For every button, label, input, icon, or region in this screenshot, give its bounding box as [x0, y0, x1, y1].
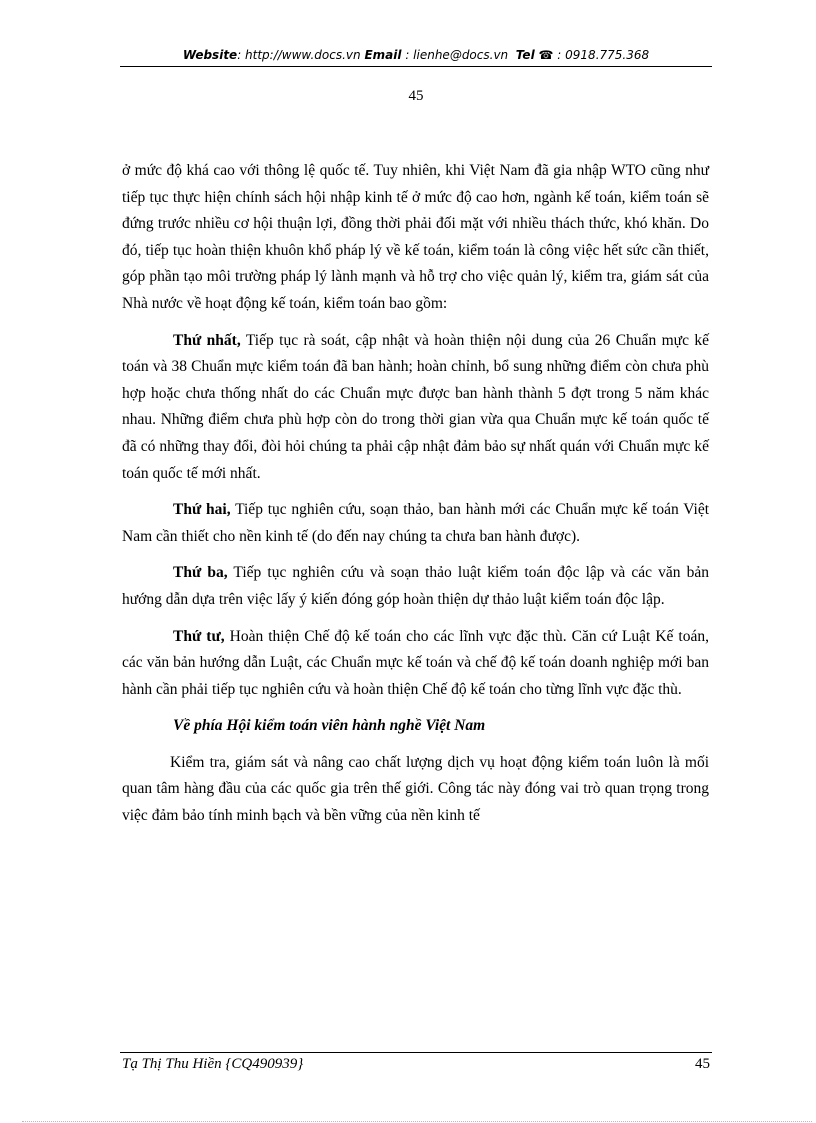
section-heading: Về phía Hội kiểm toán viên hành nghề Việt Nam — [173, 717, 486, 735]
footer-rule — [120, 1052, 712, 1053]
paragraph-third-point — [122, 560, 709, 613]
fourth-point-lead: Thứ tư, — [173, 627, 225, 645]
fourth-point-text: Hoàn thiện Chế độ kế toán cho các lĩnh vực đặc thù. Căn cứ Luật Kế toán, các văn bản hướng dẫn Luật, các Chuẩn mực kế toán và chế độ kế toán doanh nghiệp mới ban hành cần phải tiếp tục nghiên cứu và hoàn thiện Chế độ kế toán cho từng lĩnh vực đặc thù. — [122, 627, 709, 698]
paragraph-second-point — [122, 497, 709, 550]
paragraph-first-point — [122, 328, 709, 488]
document-body — [122, 158, 709, 840]
tel-label: Tel — [515, 48, 535, 62]
second-point-lead: Thứ hai, — [173, 501, 231, 519]
website-label: Website — [182, 48, 238, 62]
paragraph-fourth-point — [122, 624, 709, 704]
footer-author: Tạ Thị Thu Hiền {CQ490939} — [122, 1056, 304, 1072]
third-point-text: Tiếp tục nghiên cứu và soạn thảo luật kiểm toán độc lập và các văn bản hướng dẫn dựa trên việc lấy ý kiến đóng góp hoàn thiện dự thảo luật kiểm toán độc lập. — [122, 564, 709, 608]
page-number-top: 45 — [408, 88, 424, 104]
header-rule — [120, 66, 712, 67]
second-point-text: Tiếp tục nghiên cứu, soạn thảo, ban hành mới các Chuẩn mực kế toán Việt Nam cần thiết cho nền kinh tế (do đến nay chúng ta chưa ban hành được). — [122, 501, 710, 545]
paragraph-intro: ở mức độ khá cao với thông lệ quốc tế. Tuy nhiên, khi Việt Nam đã gia nhập WTO cũng như tiếp tục thực hiện chính sách hội nhập kinh tế ở mức độ cao hơn, ngành kế toán, kiểm toán sẽ đứng trước nhiều cơ hội thuận lợi, đồng thời phải đối mặt với nhiều thách thức, khó khăn. Do đó, tiếp tục hoàn thiện khuôn khổ pháp lý về kế toán, kiểm toán là công việc hết sức cần thiết, góp phần tạo môi trường pháp lý lành mạnh và hỗ trợ cho việc quản lý, kiểm tra, giám sát của Nhà nước về hoạt động kế toán, kiểm toán bao gồm: — [122, 162, 709, 312]
first-point-lead: Thứ nhất, — [173, 331, 241, 349]
page-header — [120, 48, 712, 62]
paragraph-audit-quality: Kiểm tra, giám sát và nâng cao chất lượng dịch vụ hoạt động kiểm toán luôn là mối quan tâm hàng đầu của các quốc gia trên thế giới. Công tác này đóng vai trò quan trọng trong việc đảm bảo tính minh bạch và bền vững của nền kinh tế — [122, 753, 709, 825]
tel-value: : 0918.775.368 — [557, 48, 650, 62]
website-value: : http://www.docs.vn — [237, 48, 361, 62]
third-point-lead: Thứ ba, — [173, 564, 228, 582]
footer-page-number: 45 — [695, 1056, 710, 1072]
first-point-text: Tiếp tục rà soát, cập nhật và hoàn thiện nội dung của 26 Chuẩn mực kế toán và 38 Chuẩn mực kiểm toán đã ban hành; hoàn chỉnh, bổ sung những điểm còn chưa phù hợp hoặc chưa thống nhất do các Chuẩn mực được ban hành thành 5 đợt trong 5 năm khác nhau. Những điểm chưa phù hợp còn do trong thời gian vừa qua Chuẩn mực kế toán quốc tế đã có những thay đổi, đòi hỏi chúng ta phải cập nhật đảm bảo sự nhất quán với Chuẩn mực kế toán quốc tế mới nhất. — [122, 331, 709, 482]
phone-icon: ☎ — [538, 48, 554, 62]
page-edge — [22, 1121, 812, 1122]
email-label: Email — [364, 48, 402, 62]
email-value: : lienhe@docs.vn — [401, 48, 509, 62]
